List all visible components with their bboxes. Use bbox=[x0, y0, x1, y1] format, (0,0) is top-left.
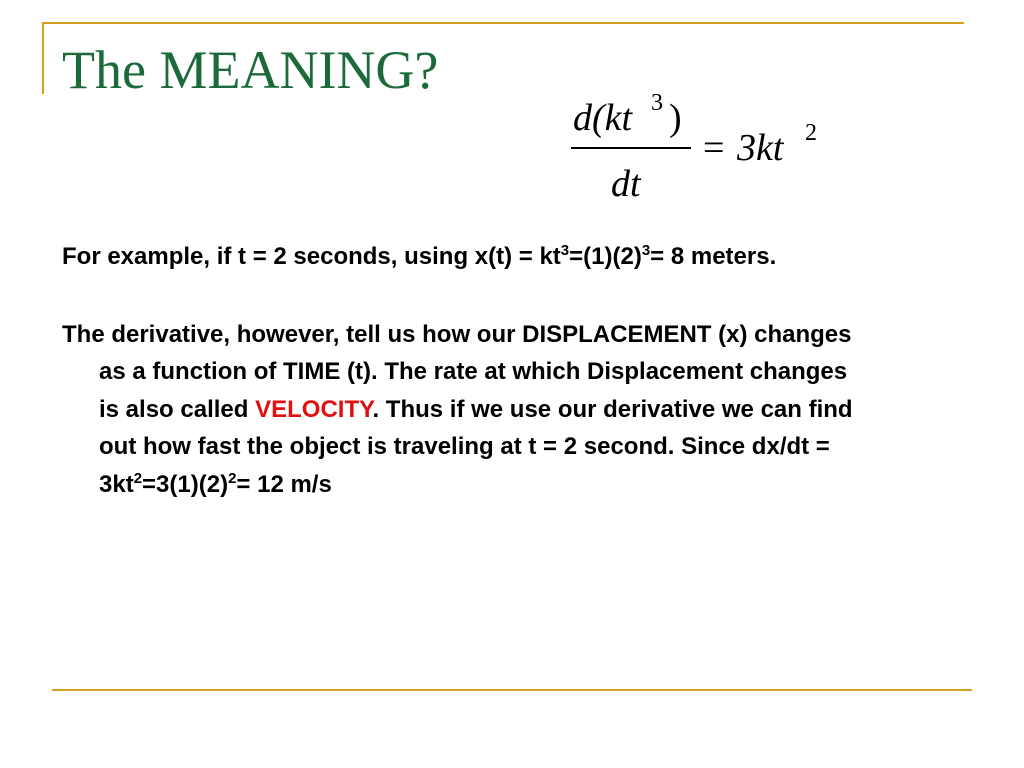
paragraph-example bbox=[62, 238, 862, 276]
equation-numerator: d(kt bbox=[573, 97, 633, 139]
paragraph-derivative-text-a: The derivative, however, tell us how our DISPLACEMENT (x) changes as a function of TIME (t). The rate at which Displacement changes is also called bbox=[62, 320, 852, 423]
paragraph-derivative bbox=[62, 316, 862, 504]
derivative-equation bbox=[565, 88, 835, 208]
equation-numerator-exponent: 3 bbox=[651, 90, 663, 116]
equation-rhs-exponent: 2 bbox=[805, 120, 817, 146]
slide-title: The MEANING? bbox=[62, 40, 439, 100]
paragraph-example-sup-a: 3 bbox=[560, 242, 570, 259]
slide-body bbox=[62, 238, 862, 543]
equation-equals: = bbox=[703, 127, 725, 169]
velocity-highlight: VELOCITY bbox=[255, 395, 373, 423]
equation-denominator: dt bbox=[611, 163, 641, 205]
paragraph-example-text-b: =(1)(2) bbox=[569, 243, 642, 270]
paragraph-example-text-c: = 8 meters. bbox=[650, 243, 777, 270]
frame-left-line bbox=[42, 22, 44, 94]
paragraph-example-sup-b: 3 bbox=[641, 242, 651, 259]
equation-graphic bbox=[565, 88, 835, 208]
paragraph-derivative-sup-a: 2 bbox=[133, 469, 143, 487]
paragraph-derivative-text-c: =3(1)(2) bbox=[142, 470, 229, 498]
paragraph-derivative-text-d: = 12 m/s bbox=[236, 470, 332, 498]
equation-numerator-close: ) bbox=[669, 97, 682, 139]
paragraph-derivative-text-b: . Thus if we use our derivative we can find out how fast the object is traveling at t = 2 second. Since dx/dt = 3kt bbox=[99, 395, 853, 498]
frame-top-line bbox=[42, 22, 964, 24]
paragraph-derivative-sup-b: 2 bbox=[228, 469, 237, 487]
equation-rhs: 3kt bbox=[737, 127, 784, 169]
frame-bottom-line bbox=[52, 689, 972, 691]
paragraph-example-text-a: For example, if t = 2 seconds, using x(t) = kt bbox=[62, 243, 561, 270]
